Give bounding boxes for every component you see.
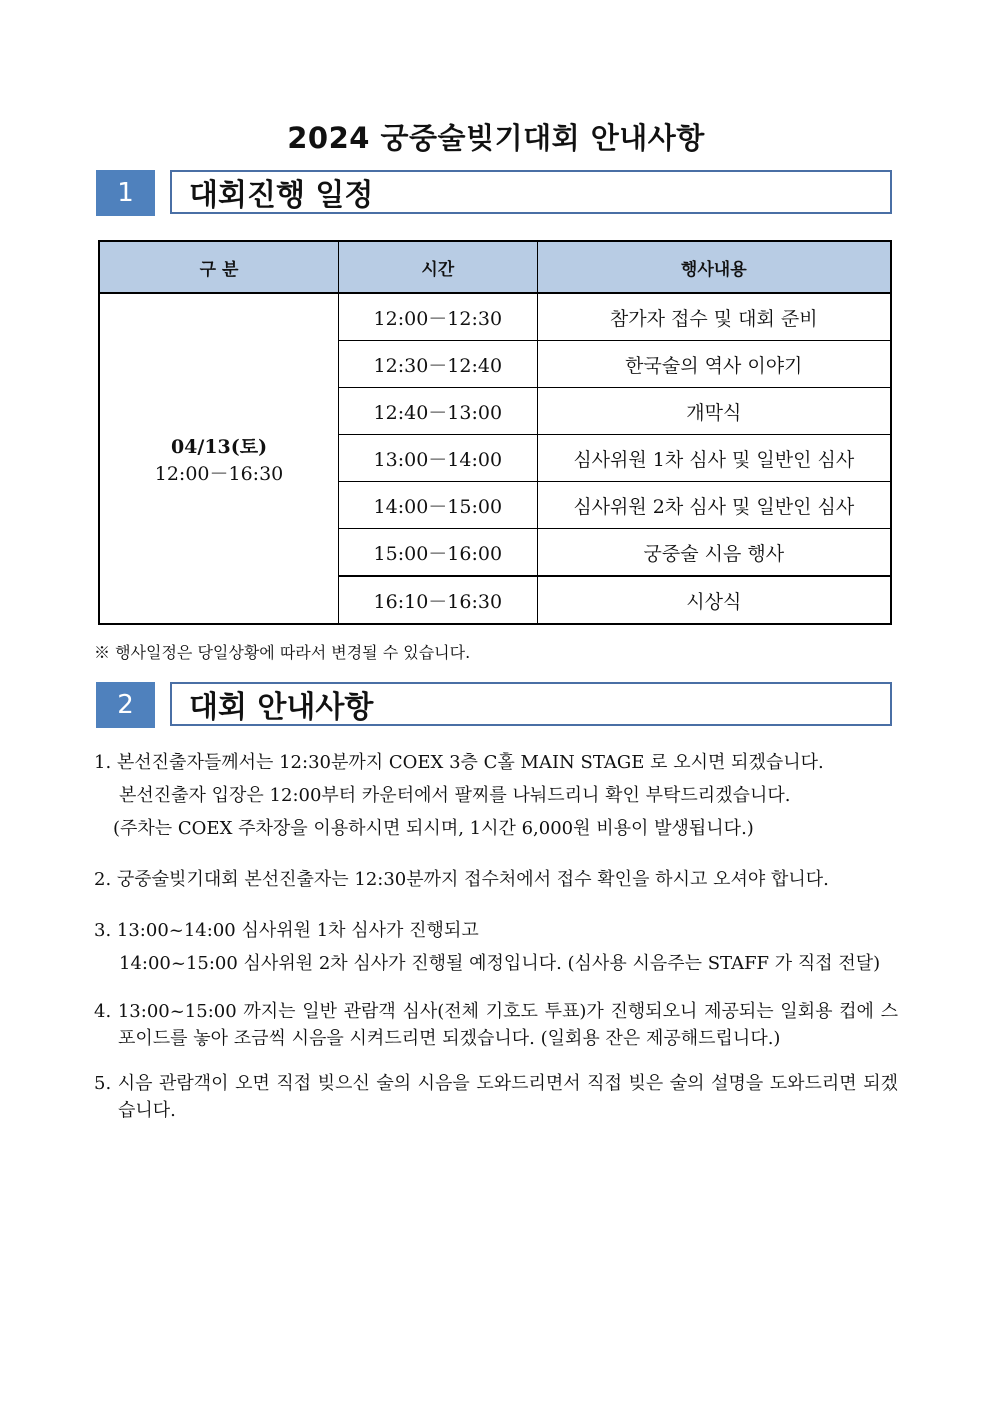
notice-5-text: 5. 시음 관람객이 오면 직접 빚으신 술의 시음을 도와드리면서 직접 빚은 술의 설명을 도와드리면 되겠습니다. <box>94 1073 898 1121</box>
section-1-title: 대회진행 일정 <box>170 170 892 214</box>
table-row <box>99 293 891 341</box>
notice-1-line-1: 1. 본선진출자들께서는 12:30분까지 COEX 3층 C홀 MAIN STAGE 로 오시면 되겠습니다. <box>94 752 824 773</box>
event-cell: 궁중술 시음 행사 <box>537 529 891 577</box>
time-cell: 12:30－12:40 <box>339 341 538 388</box>
notice-item-4 <box>94 998 898 1052</box>
section-2-title: 대회 안내사항 <box>170 682 892 726</box>
notice-item-1 <box>94 746 898 845</box>
date-label: 04/13(토) <box>170 435 268 458</box>
time-cell: 15:00－16:00 <box>339 529 538 577</box>
document-title: 2024 궁중술빚기대회 안내사항 <box>287 121 705 155</box>
event-cell: 심사위원 2차 심사 및 일반인 심사 <box>537 482 891 529</box>
notice-item-5 <box>94 1070 898 1124</box>
notice-list <box>94 746 898 1142</box>
notice-item-2 <box>94 863 898 896</box>
section-1-number: 1 <box>96 170 155 216</box>
event-cell: 참가자 접수 및 대회 준비 <box>537 293 891 341</box>
header-category: 구 분 <box>99 241 339 293</box>
notice-3-line-2: 14:00~15:00 심사위원 2차 심사가 진행될 예정입니다. (심사용 시음주는 STAFF 가 직접 전달) <box>119 953 881 974</box>
header-time: 시간 <box>339 241 538 293</box>
schedule-table <box>98 240 892 625</box>
schedule-note: ※ 행사일정은 당일상황에 따라서 변경될 수 있습니다. <box>94 643 471 662</box>
header-event: 행사내용 <box>537 241 891 293</box>
notice-1-line-3: (주차는 COEX 주차장을 이용하시면 되시며, 1시간 6,000원 비용이 발생됩니다.) <box>113 818 754 839</box>
notice-3-line-1: 3. 13:00~14:00 심사위원 1차 심사가 진행되고 <box>94 920 479 941</box>
time-cell: 16:10－16:30 <box>339 576 538 624</box>
event-cell: 시상식 <box>537 576 891 624</box>
event-cell: 심사위원 1차 심사 및 일반인 심사 <box>537 435 891 482</box>
section-2-number: 2 <box>96 682 155 728</box>
time-cell: 12:00－12:30 <box>339 293 538 341</box>
event-cell: 한국술의 역사 이야기 <box>537 341 891 388</box>
date-time-range: 12:00－16:30 <box>154 462 284 485</box>
notice-item-3 <box>94 914 898 980</box>
event-cell: 개막식 <box>537 388 891 435</box>
schedule-header-row <box>99 241 891 293</box>
time-cell: 14:00－15:00 <box>339 482 538 529</box>
notice-4-text: 4. 13:00~15:00 까지는 일반 관람객 심사(전체 기호도 투표)가 진행되오니 제공되는 일회용 컵에 스포이드를 놓아 조금씩 시음을 시켜드리면 되겠습니다. (일회용 잔은 제공해드립니다.) <box>94 1001 898 1049</box>
date-cell <box>99 293 339 624</box>
time-cell: 13:00－14:00 <box>339 435 538 482</box>
notice-2-line-1: 2. 궁중술빚기대회 본선진출자는 12:30분까지 접수처에서 접수 확인을 하시고 오셔야 합니다. <box>94 869 829 890</box>
time-cell: 12:40－13:00 <box>339 388 538 435</box>
notice-1-line-2: 본선진출자 입장은 12:00부터 카운터에서 팔찌를 나눠드리니 확인 부탁드리겠습니다. <box>119 785 791 806</box>
